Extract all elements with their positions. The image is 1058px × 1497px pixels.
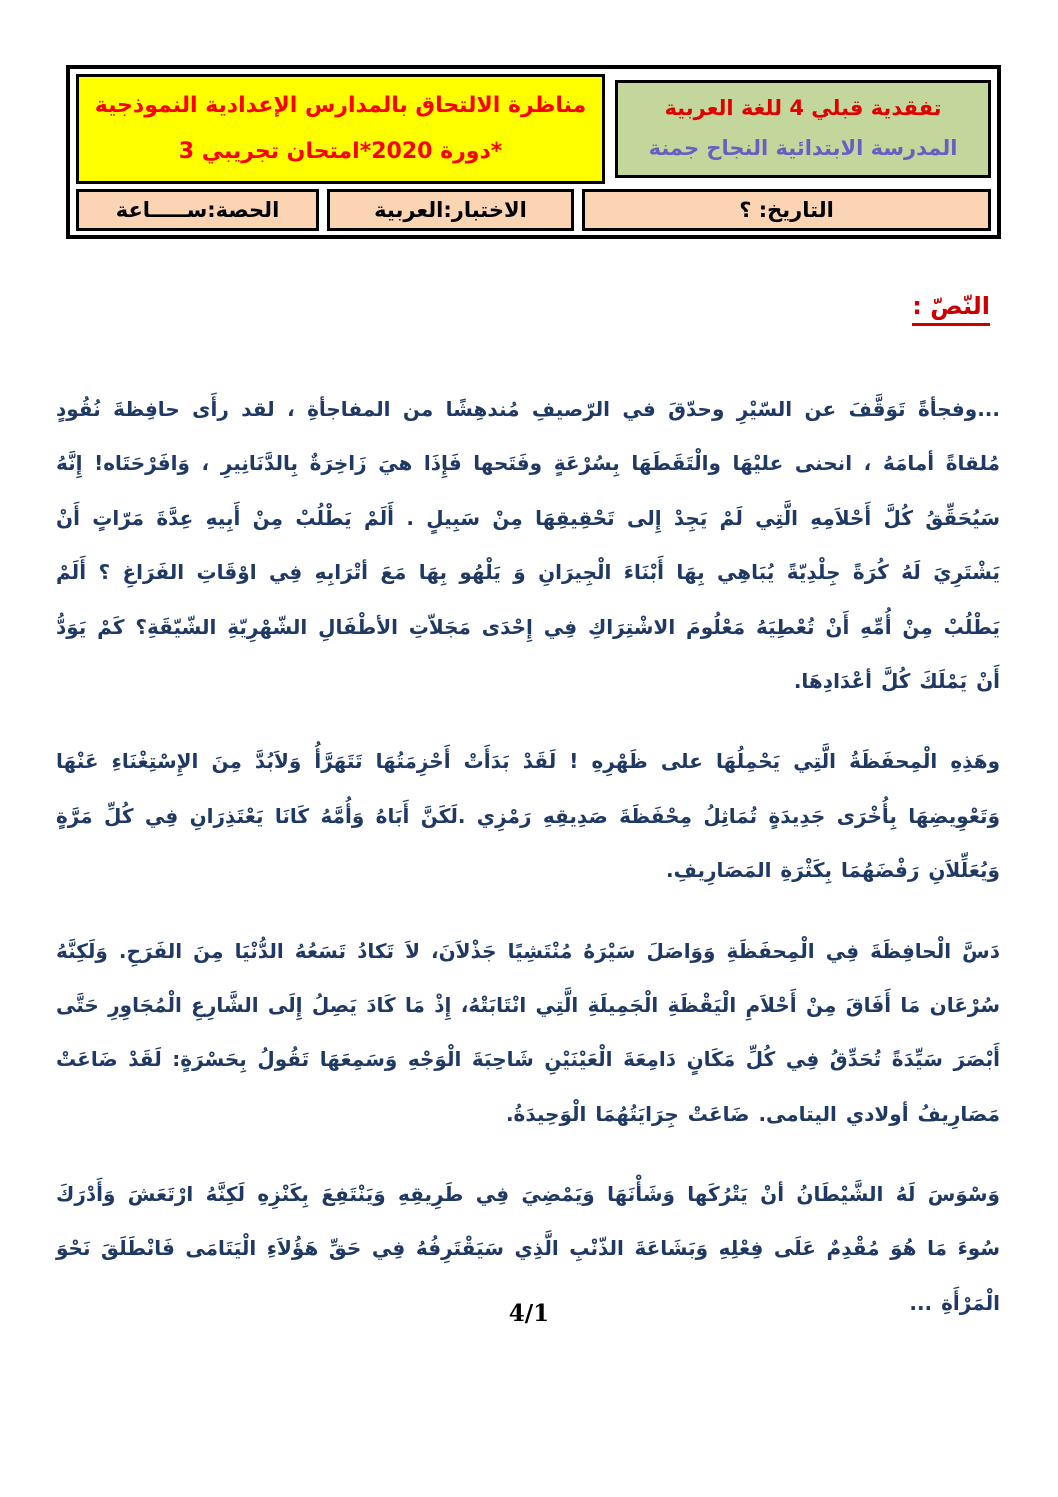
body-paragraph-2: وهَذِهِ الْمِحفَظَةُ الَّتِي يَحْمِلُهَا على ظَهْرِهِ ! لَقَدْ بَدَأَتْ أَحْزِمَتُهَا تَتَهَرَّأُ وَلاَبُدَّ مِنَ الإِسْتِغْنَاءِ عَنْهَا وَتَعْوِيضِهَا بِأُخْرَى جَدِيدَةٍ تُمَاثِلُ مِحْفَظَةَ صَدِيقِهِ رَمْزِي .لَكَنَّ أَبَاهُ وَأُمَّهُ كَانَا يَعْتَذِرَانِ فِي كُلِّ مَرَّةٍ وَيُعَلِّلاَنِ رَفْضَهُمَا بِكَثْرَةِ المَصَارِيفِ.: [56, 749, 1000, 883]
inspection-line: تفقدية قبلي 4 للغة العربية: [664, 96, 942, 121]
body-paragraph-1: ...وفجأةً تَوَقَّفَ عن السّيْرِ وحدّقَ في الرّصيفِ مُندهِشًا من المفاجأةِ ، لقد رأَى حافِظةَ نُقُودٍ مُلقاةً أمامَهُ ، انحنى عليْهَا والْتَقَطَهَا بِسُرْعَةٍ وفَتَحها فَإِذَا هيَ زَاخِرَةٌ بِالدَّنَانِيرِ ، وَافَرْحَتَاه! إِنَّهُ سَيُحَقِّقُ كُلَّ أَحْلاَمِهِ الَّتِي لَمْ يَجِدْ إِلى تَحْقِيقِهَا مِنْ سَبِيلٍ . أَلَمْ يَطْلُبْ مِنْ أَبِيهِ عِدَّةَ مَرّاتٍ أَنْ يَشْتَرِيَ لَهُ كُرَةً جِلْدِيّةً يُبَاهِي بِهَا أَبْنَاءَ الْجِيرَانِ وَ يَلْهُو بِهَا مَعَ أتْرَابِهِ فِي اوْقَاتِ الفَرَاغِ ؟ أَلَمْ يَطْلُبْ مِنْ أُمِّهِ أَنْ تُعْطِيَهُ مَعْلُومَ الاشْتِرَاكِ فِي إِحْدَى مَجَلاّتِ الأطْفَالِ الشّهْرِيّةِ الشّيّقَةِ؟ كَمْ يَوَدُّ أَنْ يَمْلَكَ كُلَّ أعْدَادِهَا.: [56, 397, 1000, 693]
contest-session-line: *دورة 2020*امتحان تجريبي 3: [178, 139, 503, 164]
body-paragraph-4: وَسْوَسَ لَهُ الشَّيْطَانُ أنْ يَتْرُكَها وَشَأْنَهَا وَيَمْضِيَ فِي طَرِيقِهِ وَيَنْتَفِعَ بِكَنْزِهِ لَكِنَّهُ ارْتَعَشَ وَأَدْرَكَ سُوءَ مَا هُوَ مُقْدِمٌ عَلَى فِعْلِهِ وَبَشَاعَةَ الذّنْبِ الَّذِي سَيَقْتَرِفُهُ فِي حَقِّ هَؤُلاَءِ الْيَتَامَى فَانْطَلَقَ نَحْوَ الْمَرْأَةِ ...: [56, 1182, 1000, 1315]
duration-cell: الحصة:ســـــاعة: [76, 189, 319, 231]
subject-cell: الاختبار:العربية: [327, 189, 574, 231]
contest-title-line: مناظرة الالتحاق بالمدارس الإعدادية النموذجية: [94, 92, 587, 118]
school-name-line: المدرسة الابتدائية النجاح جمنة: [648, 136, 958, 160]
date-cell: التاريخ: ؟: [582, 189, 991, 231]
header-row-top: [76, 74, 991, 184]
header-row-info: [76, 189, 991, 231]
header-table: [66, 65, 1001, 239]
reading-text: [56, 382, 1000, 1356]
text-section-heading: النّصّ :: [912, 292, 990, 326]
body-paragraph-3: دَسَّ الْحافِظَةَ فِي الْمِحفَظَةِ وَوَاصَلَ سَيْرَهُ مُنْتَشِيًا جَذْلاَنَ، لاَ تَكادُ تَسَعُهُ الدُّنْيَا مِنَ الفَرَحِ. وَلَكِنَّهُ سُرْعَان مَا أَفَاقَ مِنْ أَحْلاَمِ الْيَقْظَةِ الْجَمِيلَةِ الَّتِي انْتَابَتْهُ، إِذْ مَا كَادَ يَصِلُ إِلَى الشَّارِعِ الْمُجَاوِرِ حَتَّى أَبْصَرَ سَيِّدَةً تُحَدِّقُ فِي كُلِّ مَكَانٍ دَامِعَةَ الْعَيْنَيْنِ شَاحِبَةَ الْوَجْهِ وَسَمِعَهَا تَقُولُ بِحَسْرَةٍ: لَقَدْ ضَاعَتْ مَصَارِيفُ أولادي اليتامى. ضَاعَتْ جِرَايَتُهُمَا الْوَحِيدَةُ.: [56, 938, 1000, 1126]
contest-title-cell: [76, 74, 605, 184]
page-number: 4/1: [508, 1300, 550, 1327]
school-info-cell: [615, 80, 991, 178]
